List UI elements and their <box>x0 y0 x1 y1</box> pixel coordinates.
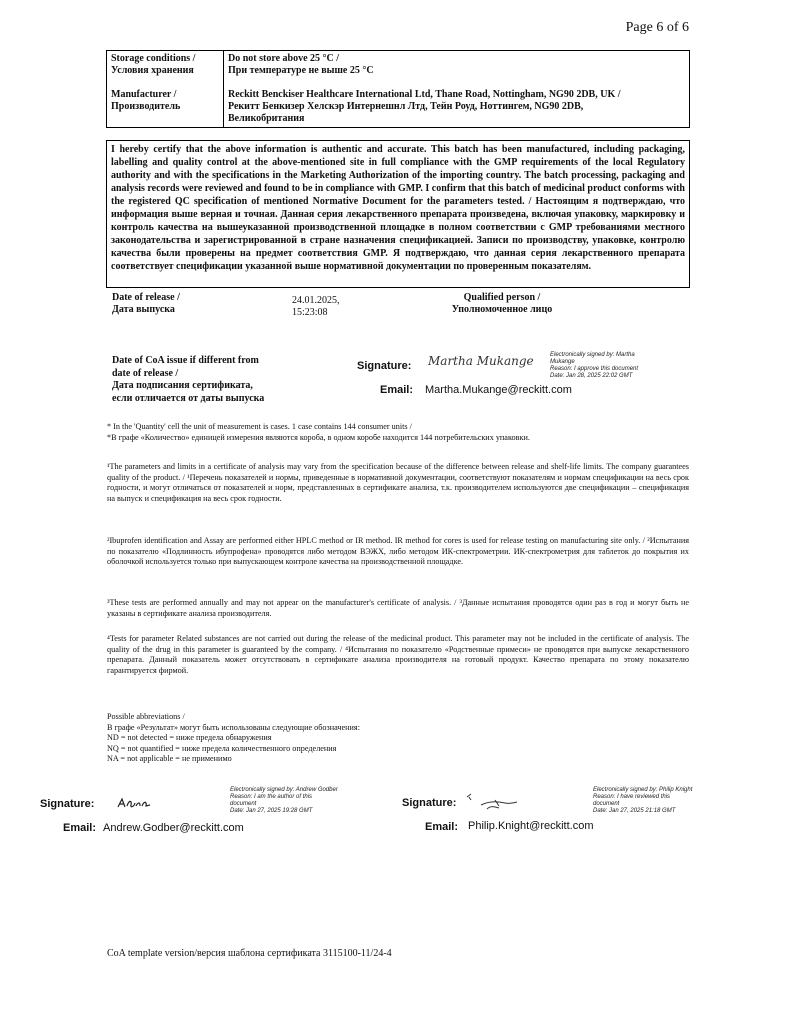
reviewer-signature-image <box>465 791 525 818</box>
author-signature-image <box>117 796 153 815</box>
reviewer-signature-label: Signature: <box>402 797 457 809</box>
reviewer-email: Philip.Knight@reckitt.com <box>468 820 594 832</box>
author-email: Andrew.Godber@reckitt.com <box>103 822 244 834</box>
footnote-1: ¹The parameters and limits in a certificate of analysis may vary from the specification because of the difference between release and shelf-life limits. The company guarantees quality of the product. / ¹Перечень показателей и нормы, приведенные в нормативной документации, соответствуют показателям и нормам спецификации на весь срок годности, и могут отличаться от показателей и норм, представленных в сертификате анализа, т.к. производителем используются две спецификации – спецификация на выпуск и спецификация на весь срок годности. <box>107 462 689 503</box>
reviewer-email-label: Email: <box>425 821 459 833</box>
qp-email: Martha.Mukange@reckitt.com <box>425 384 572 396</box>
storage-label: Storage conditions / Условия хранения Manufacturer / Производитель <box>107 51 224 128</box>
release-date-label: Date of release / Дата выпуска <box>112 292 180 315</box>
footnote-3: ³These tests are performed annually and may not appear on the manufacturer's certificate of analysis. / ³Данные испытания проводятся один раз в год и могут быть не указаны в сертификате анализа производителя. <box>107 598 689 618</box>
footnote-2: ²Ibuprofen identification and Assay are performed either HPLC method or IR method. IR method for cores is used for release testing on manufacturing site only. / ²Испытания по показателю «Подлинность ибупрофена» проводятся либо методом ВЭЖХ, либо методом ИК-спектрометрии. ИК-спектрометрия для таблеток до покрытия их оболочкой используется только при выпускающем контроле качества на производственной площадке. <box>107 536 689 566</box>
certification-statement: I hereby certify that the above information is authentic and accurate. This batch has been manufactured, including packaging, labelling and quality control at the above-mentioned site in full compliance with the GMP requirements of the local Regulatory authority and with the specifications in the Marketing Authorization of the importing country. The batch processing, packaging and analysis records were reviewed and found to be in compliance with GMP. I confirm that this batch of medicinal product conforms with the registered QC specification of mentioned Normative Document for the parameters tested. / Настоящим я подтверждаю, что информация выше верная и точная. Данная серия лекарственного препарата произведена, включая упаковку, маркировку и контроль качества на вышеуказанной производственной площадке в полном соответствии с GMP требованиями местного законодательства и зарегистрированной в стране назначения спецификацией. Записи по производству, упаковке, контролю качества были проверены на предмет соответствия GMP. Я подтверждаю, что данная серия лекарственного препарата соответствует спецификации указанной выше нормативной документации по проверенным показателям. <box>106 140 690 288</box>
qp-signature-script: Martha Mukange <box>428 354 534 368</box>
qp-esignature-block: Electronically signed by: Martha Mukange Reason: I approve this document Date: Jan 28, 2025 22:02 GMT <box>550 352 639 379</box>
author-esignature-block: Electronically signed by: Andrew Godber Reason: I am the author of this document Date: Jan 27, 2025 19:28 GMT <box>230 787 338 814</box>
author-signature-label: Signature: <box>40 798 95 810</box>
quantity-note: * In the 'Quantity' cell the unit of measurement is cases. 1 case contains 144 consumer units / *В графе «Количество» единицей измерения являются короба, в одном коробе находится 144 потребительских упаковки. <box>107 422 530 442</box>
reviewer-esignature-block: Electronically signed by: Philip Knight Reason: I have reviewed this document Date: Jan 27, 2025 21:18 GMT <box>593 787 693 814</box>
footnote-4: ⁴Tests for parameter Related substances are not carried out during the release of the medicinal product. This parameter may not be included in the certificate of analysis. The quality of the drug in this parameter is guaranteed by the company. / ⁴Испытания по показателю «Родственные примеси» не проводятся при выпуске лекарственного препарата. Данный показатель может отсутствовать в сертификате анализа производителя на готовый продукт. Качество препарата по этому показателю гарантируется фирмой. <box>107 634 689 675</box>
storage-value: Do not store above 25 °C / При температуре не выше 25 °C Reckitt Benckiser Healthcare International Ltd, Thane Road, Nottingham, NG90 2DB, UK / Рекитт Бенкизер Хелскэр Интернешнл Лтд, Тейн Роуд, Ноттингем, NG90 2DB, Великобритания <box>224 51 690 128</box>
qp-email-label: Email: <box>380 384 414 396</box>
coa-issue-label: Date of CoA issue if different from date of release / Дата подписания сертификата, если отличается от даты выпуска <box>112 355 265 404</box>
page-number: Page 6 of 6 <box>625 20 689 35</box>
manufacturer-label: Manufacturer / Производитель <box>111 89 181 112</box>
release-date-value: 24.01.2025, 15:23:08 <box>292 295 340 318</box>
qualified-person-label: Qualified person / Уполномоченное лицо <box>451 292 553 315</box>
abbreviations: Possible abbreviations / В графе «Результат» могут быть использованы следующие обозначения: ND = not detected = ниже предела обнаружения NQ = not quantified = ниже предела количественного определения NA = not applicable = не применимо <box>107 712 360 763</box>
template-version-footer: CoA template version/версия шаблона сертификата 3115100-11/24-4 <box>107 948 392 959</box>
author-email-label: Email: <box>63 822 97 834</box>
info-table <box>106 50 690 128</box>
manufacturer-value: Reckitt Benckiser Healthcare International Ltd, Thane Road, Nottingham, NG90 2DB, UK / Рекитт Бенкизер Хелскэр Интернешнл Лтд, Тейн Роуд, Ноттингем, NG90 2DB, Великобритания <box>228 89 621 124</box>
qp-signature-label: Signature: <box>357 360 412 372</box>
